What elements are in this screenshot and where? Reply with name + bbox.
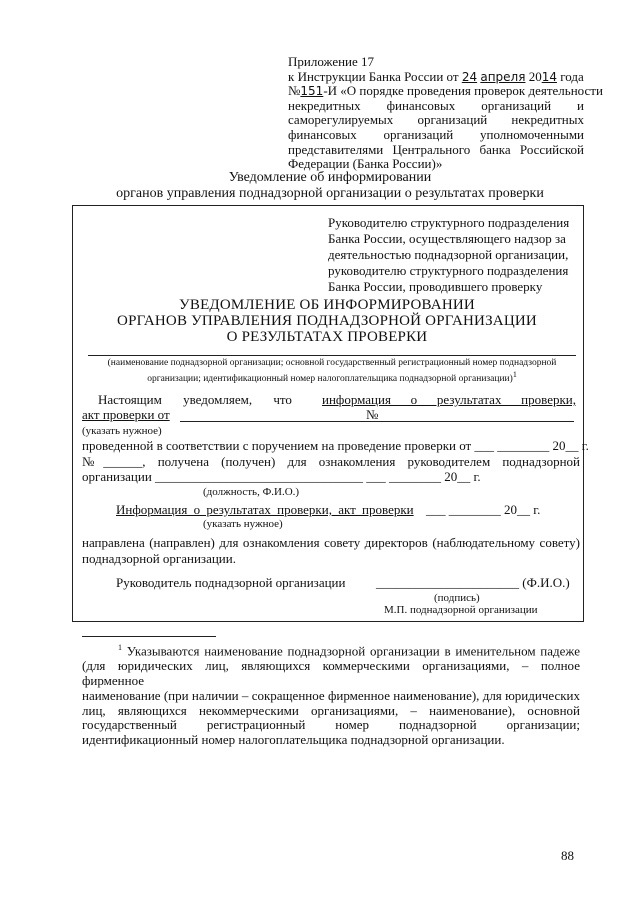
footnote-mark: 1 — [512, 370, 517, 379]
addressee-line: Руководителю структурного подразделения — [328, 215, 570, 230]
doc-title-line1: Уведомление об информировании — [228, 170, 432, 185]
addressee-block — [328, 215, 578, 295]
annex-year-prefix: 20 — [528, 68, 542, 84]
notice-heading — [80, 297, 574, 345]
p2-line2: №______, получена (получен) для ознакомления руководителем поднадзорной — [82, 454, 580, 469]
p1-left: Настоящим уведомляем, что — [98, 392, 292, 407]
page-number: 88 — [561, 848, 574, 863]
notice-heading-line: ОРГАНОВ УПРАВЛЕНИЯ ПОДНАДЗОРНОЙ ОРГАНИЗАЦИИ — [117, 313, 537, 329]
doc-title-line2: органов управления поднадзорной организации о результатах проверки — [116, 186, 544, 201]
info-line: Информация о результатах проверки, акт проверки — [116, 502, 414, 517]
annex-title: Приложение 17 — [288, 54, 375, 69]
addressee-line: руководителю структурного подразделения — [328, 263, 569, 278]
footnote-block — [82, 641, 580, 748]
annex-line-3: некредитных финансовых организаций и — [288, 97, 584, 113]
notice-heading-line: УВЕДОМЛЕНИЕ ОБ ИНФОРМИРОВАНИИ — [179, 297, 475, 313]
annex-line1-suffix: года — [560, 68, 584, 84]
footnote-number: 1 — [118, 643, 122, 652]
head-signature-blank: ______________________ (Ф.И.О.) — [376, 575, 570, 590]
annex-line-2 — [288, 83, 603, 99]
p2-line1: проведенной в соответствии с поручением на проведение проверки от ___ ________ 20__ г. — [82, 438, 589, 453]
head-label: Руководитель поднадзорной организации — [116, 575, 346, 590]
specify-caption-2: (указать нужное) — [203, 518, 283, 530]
annex-line-6: представителями Центрального банка Российской — [288, 141, 584, 157]
org-caption-line1: (наименование поднадзорной организации; основной государственный регистрационный номер поднадзорной — [107, 358, 557, 368]
footnote-line: (для юридических лиц, являющихся коммерческими организациями, – полное фирменное — [82, 658, 580, 688]
p3-line2: поднадзорной организации. — [82, 551, 236, 566]
annex-line-1 — [288, 70, 584, 85]
addressee-line: деятельностью поднадзорной организации, — [328, 247, 569, 262]
footnote-line: идентификационный номер налогоплательщика поднадзорной организации. — [82, 732, 505, 748]
annex-number: 151 — [300, 84, 324, 99]
org-caption — [82, 358, 582, 385]
footnote-line: лиц, являющихся некоммерческими организациями, – наименование), основной — [82, 702, 580, 718]
stamp-caption: М.П. поднадзорной организации — [384, 604, 538, 616]
doc-title — [60, 170, 600, 202]
annex-line-5: финансовых организаций уполномоченными — [288, 126, 584, 142]
org-caption-line2: организации; идентификационный номер налогоплательщика поднадзорной организации) — [147, 374, 513, 385]
footnote-line-1 — [82, 641, 580, 659]
annex-day: 24 — [461, 69, 478, 84]
p2-line3: организации ________________________________ ___ ________ 20__ г. — [82, 469, 481, 484]
position-caption: (должность, Ф.И.О.) — [203, 486, 300, 498]
p1-act-from: акт проверки от — [82, 407, 170, 422]
annex-number-prefix: № — [288, 83, 301, 99]
specify-caption: (указать нужное) — [82, 425, 162, 437]
annex-line-7: Федерации (Банка России)» — [288, 156, 443, 172]
annex-line1-prefix: к Инструкции Банка России от — [288, 68, 459, 84]
annex-block — [288, 54, 603, 172]
footnote-text: Указываются наименование поднадзорной организации в именительном падеже — [126, 643, 581, 659]
p1-underlined-info: информация о результатах проверки, — [322, 392, 576, 407]
org-name-line — [88, 355, 576, 356]
footnote-line: наименование (при наличии – сокращенное фирменное наименование), для юридических — [82, 687, 580, 703]
footnote-line: государственный регистрационный номер поднадзорной организации; — [82, 717, 580, 733]
p1-act-number: № — [366, 407, 379, 422]
notice-heading-line: О РЕЗУЛЬТАТАХ ПРОВЕРКИ — [226, 329, 428, 345]
addressee-line: Банка России, осуществляющего надзор за — [328, 231, 566, 246]
info-date: ___ ________ 20__ г. — [426, 502, 541, 517]
annex-year-suffix: 14 — [541, 69, 557, 84]
p3-line1: направлена (направлен) для ознакомления совету директоров (наблюдательному совету) — [82, 535, 580, 550]
annex-month: апреля — [480, 69, 526, 84]
annex-number-rest: -И «О порядке проведения проверок деятельности — [323, 83, 603, 99]
signature-caption: (подпись) — [434, 592, 480, 604]
annex-line-4: саморегулируемых организаций некредитных — [288, 112, 584, 128]
addressee-line: Банка России, проводившего проверку — [328, 279, 543, 294]
footnote-separator — [82, 636, 216, 637]
